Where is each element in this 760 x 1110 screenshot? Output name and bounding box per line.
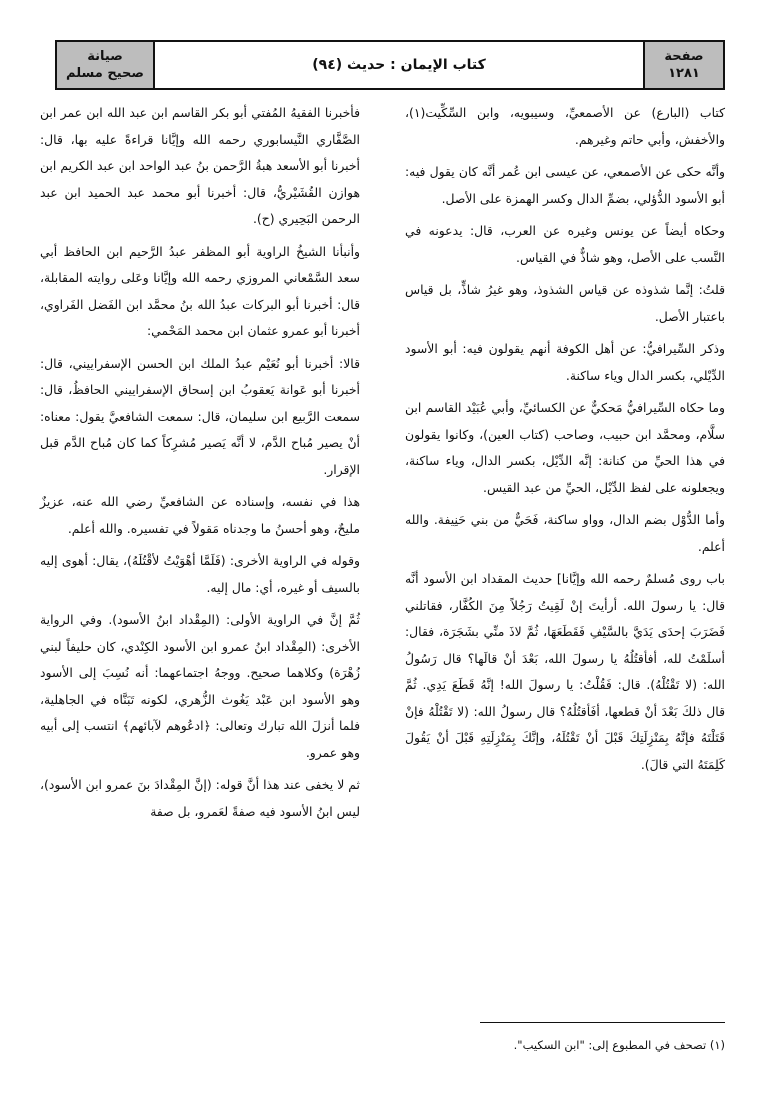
paragraph: وأنبأنا الشيخُ الراوية أبو المظفر عبدُ الرَّحيم ابن الحافظ أبي سعد السَّمْعاني المروزي رحمه الله وإيَّانا وعَلى روايته المقابلة، قال: أخبرنا أبو البركات عبدُ الله بنُ محمَّد ابن الفَضل الفَراوي، أخبرنا أبو عمرو عثمان ابن محمد المَحْمي: (40, 243, 360, 338)
paragraph: هذا في نفسه، وإسناده عن الشافعيِّ رضي الله عنه، عزيزٌ مليحٌ، وهو أحسنُ ما وجدناه مَقولاً في تفسيره. والله أعلم. (40, 494, 360, 536)
page-number-box (643, 42, 723, 88)
footnote: (١) تصحف في المطبوع إلى: "ابن السكيب". (513, 1038, 725, 1052)
paragraph: وقوله في الراوية الأخرى: (فَلَمَّا أهْوَيْتُ لأقْتُلَهُ)، يقال: أهوى إليه بالسيف أو غيره، أي: مال إليه. (40, 553, 360, 595)
running-header (55, 40, 725, 90)
left-text-column (40, 100, 360, 831)
page-label: صفحة (664, 49, 704, 64)
paragraph: وما حكاه السِّيرافيُّ مَحكيٌّ عن الكسائيِّ، وأبي عُبَيْد القاسم ابن سلَّام، ومحمَّد ابن حبيب، وصاحب (كتاب العين)، وكانوا يقولون في هذا الحيِّ من كنانة: إنَّه الدِّيْل، بكسر الدال، وياء ساكنة، ويجعلونه على لفظ الدِّيْل، الحيِّ من عبد القيس. (405, 400, 725, 495)
paragraph: قلتُ: إنَّما شذوذه عن قياس الشذوذ، وهو غيرُ شاذٍّ، بل قياس باعتبار الأصل. (405, 282, 725, 324)
paragraph: وذكر السِّيرافيُّ: عن أهل الكوفة أنهم يقولون فيه: أبو الأسود الدِّيْلي، بكسر الدال وياء ساكنة. (405, 341, 725, 383)
paragraph: كتاب (البارع) عن الأصمعيِّ، وسيبويه، وابن السِّكِّيت(١)، والأخفش، وأبي حاتم وغيرهم. (405, 105, 725, 147)
paragraph: وحكاه أيضاً عن يونس وغيره عن العرب، قال: يدعونه في النَّسب على الأصل، وهو شاذٌّ في القياس. (405, 223, 725, 265)
right-text-column (405, 100, 725, 784)
paragraph: وأما الدُّوْل بضم الدال، وواو ساكنة، فَحَيٌّ من بني حَنِيفة. والله أعلم. (405, 512, 725, 554)
book-title-line-1: صيانة (87, 49, 123, 64)
paragraph: باب روى مُسلمٌ رحمه الله وإيَّانا] حديث المقداد ابن الأسود أنَّه قال: يا رسولَ الله. أرأيتَ إنْ لَقِيتُ رَجُلاً مِنَ الكُفَّار، فقاتلني فَضَرَبَ إحدَى يَدَيَّ بالسَّيْفِ فَقَطَعَهَا، ثُمَّ لاذَ منِّي بشَجَرَة، فقال: أسلَمْتُ لله، أفأقتُلُهُ يا رسولَ الله، بَعْدَ أنْ قالَها؟ قال رَسُولُ الله: (لا تَقْتُلْهُ). قال: فَقُلْتُ: يا رسولَ الله! إنَّهُ قَطَعَ يَدِي. ثُمَّ قال ذلكَ بَعْدَ أنْ قطعها، أفَأقتُلُهُ؟ قال رسولُ الله: (لا تَقْتُلْهُ فإنْ قَتَلْتَهُ فإنَّهُ بِمَنْزِلَتِكَ قَبْلَ أنْ تَقْتُلَهُ، وإنَّكَ بِمَنْزِلَتِهِ قَبْلَ أنْ يَقُولَ كَلِمَتَهُ التي قالَ). (405, 571, 725, 772)
chapter-title: كتاب الإيمان : حديث (٩٤) (312, 57, 486, 73)
paragraph: فأخبرنا الفقيهُ المُفتي أبو بكر القاسم ابن عبد الله ابن عمر ابن الصَّفَّاري النَّيسابوري رحمه الله وإيَّانا قراءةً عليه بها، قال: أخبرنا أبو الأسعد هبةُ الرَّحمن بنُ عبد الواحد ابن عبد الكريم ابن هوازن القُشَيْريُّ، قال: أخبرنا أبو محمد عبد الحميد ابن عبد الرحمن البَحِيري (ح). (40, 105, 360, 226)
paragraph: ثُمَّ إنَّ في الراوية الأولى: (المِقْداد ابنُ الأسود). وفي الرواية الأخرى: (المِقْداد ابنُ عمرو ابن الأسود الكِنْدي، كان حليفاً لبني زُهْرَة) وكلاهما صحيح. ووجهُ اجتماعهما: أنه نُسِبَ إلى الأسود وهو الأسود ابن عَبْد يَغُوث الزُّهري، لكونه تَبَنَّاه في الجاهلية، فلما أنزلَ الله تبارك وتعالى: ﴿ادعُوهم لآبائهم﴾ انتسب إلى أبيه وهو عمرو. (40, 612, 360, 760)
paragraph: قالا: أخبرنا أبو نُعَيْم عبدُ الملك ابن الحسن الإسفراييني، قال: أخبرنا أبو عَوانة يَعقوبُ ابن إسحاق الإسفراييني الحافظُ، قال: سمعت الرَّبيع ابن سليمان، قال: سمعت الشافعيَّ يقول: معناه: أنْ يصير مُباح الدَّم، لا أنَّه يَصير مُشرِكاً كما كان مُباح الدَّم قبل الإقرار. (40, 355, 360, 477)
paragraph: ثم لا يخفى عند هذا أنَّ قوله: (إنَّ المِقْدادَ بنَ عمرو ابن الأسود)، ليس ابنُ الأسود فيه صفةً لعَمرو، بل صفة (40, 777, 360, 819)
book-title-box (57, 42, 155, 88)
paragraph: وأنَّه حكى عن الأصمعي، عن عيسى ابن عُمر أنَّه كان يقول فيه: أبو الأسود الدُّؤلي، بضمِّ الدال وكسر الهمزة على الأصل. (405, 164, 725, 206)
footnote-divider (480, 1022, 725, 1023)
book-title-line-2: صحيح مسلم (66, 66, 144, 81)
page-number: ١٢٨١ (668, 66, 700, 81)
